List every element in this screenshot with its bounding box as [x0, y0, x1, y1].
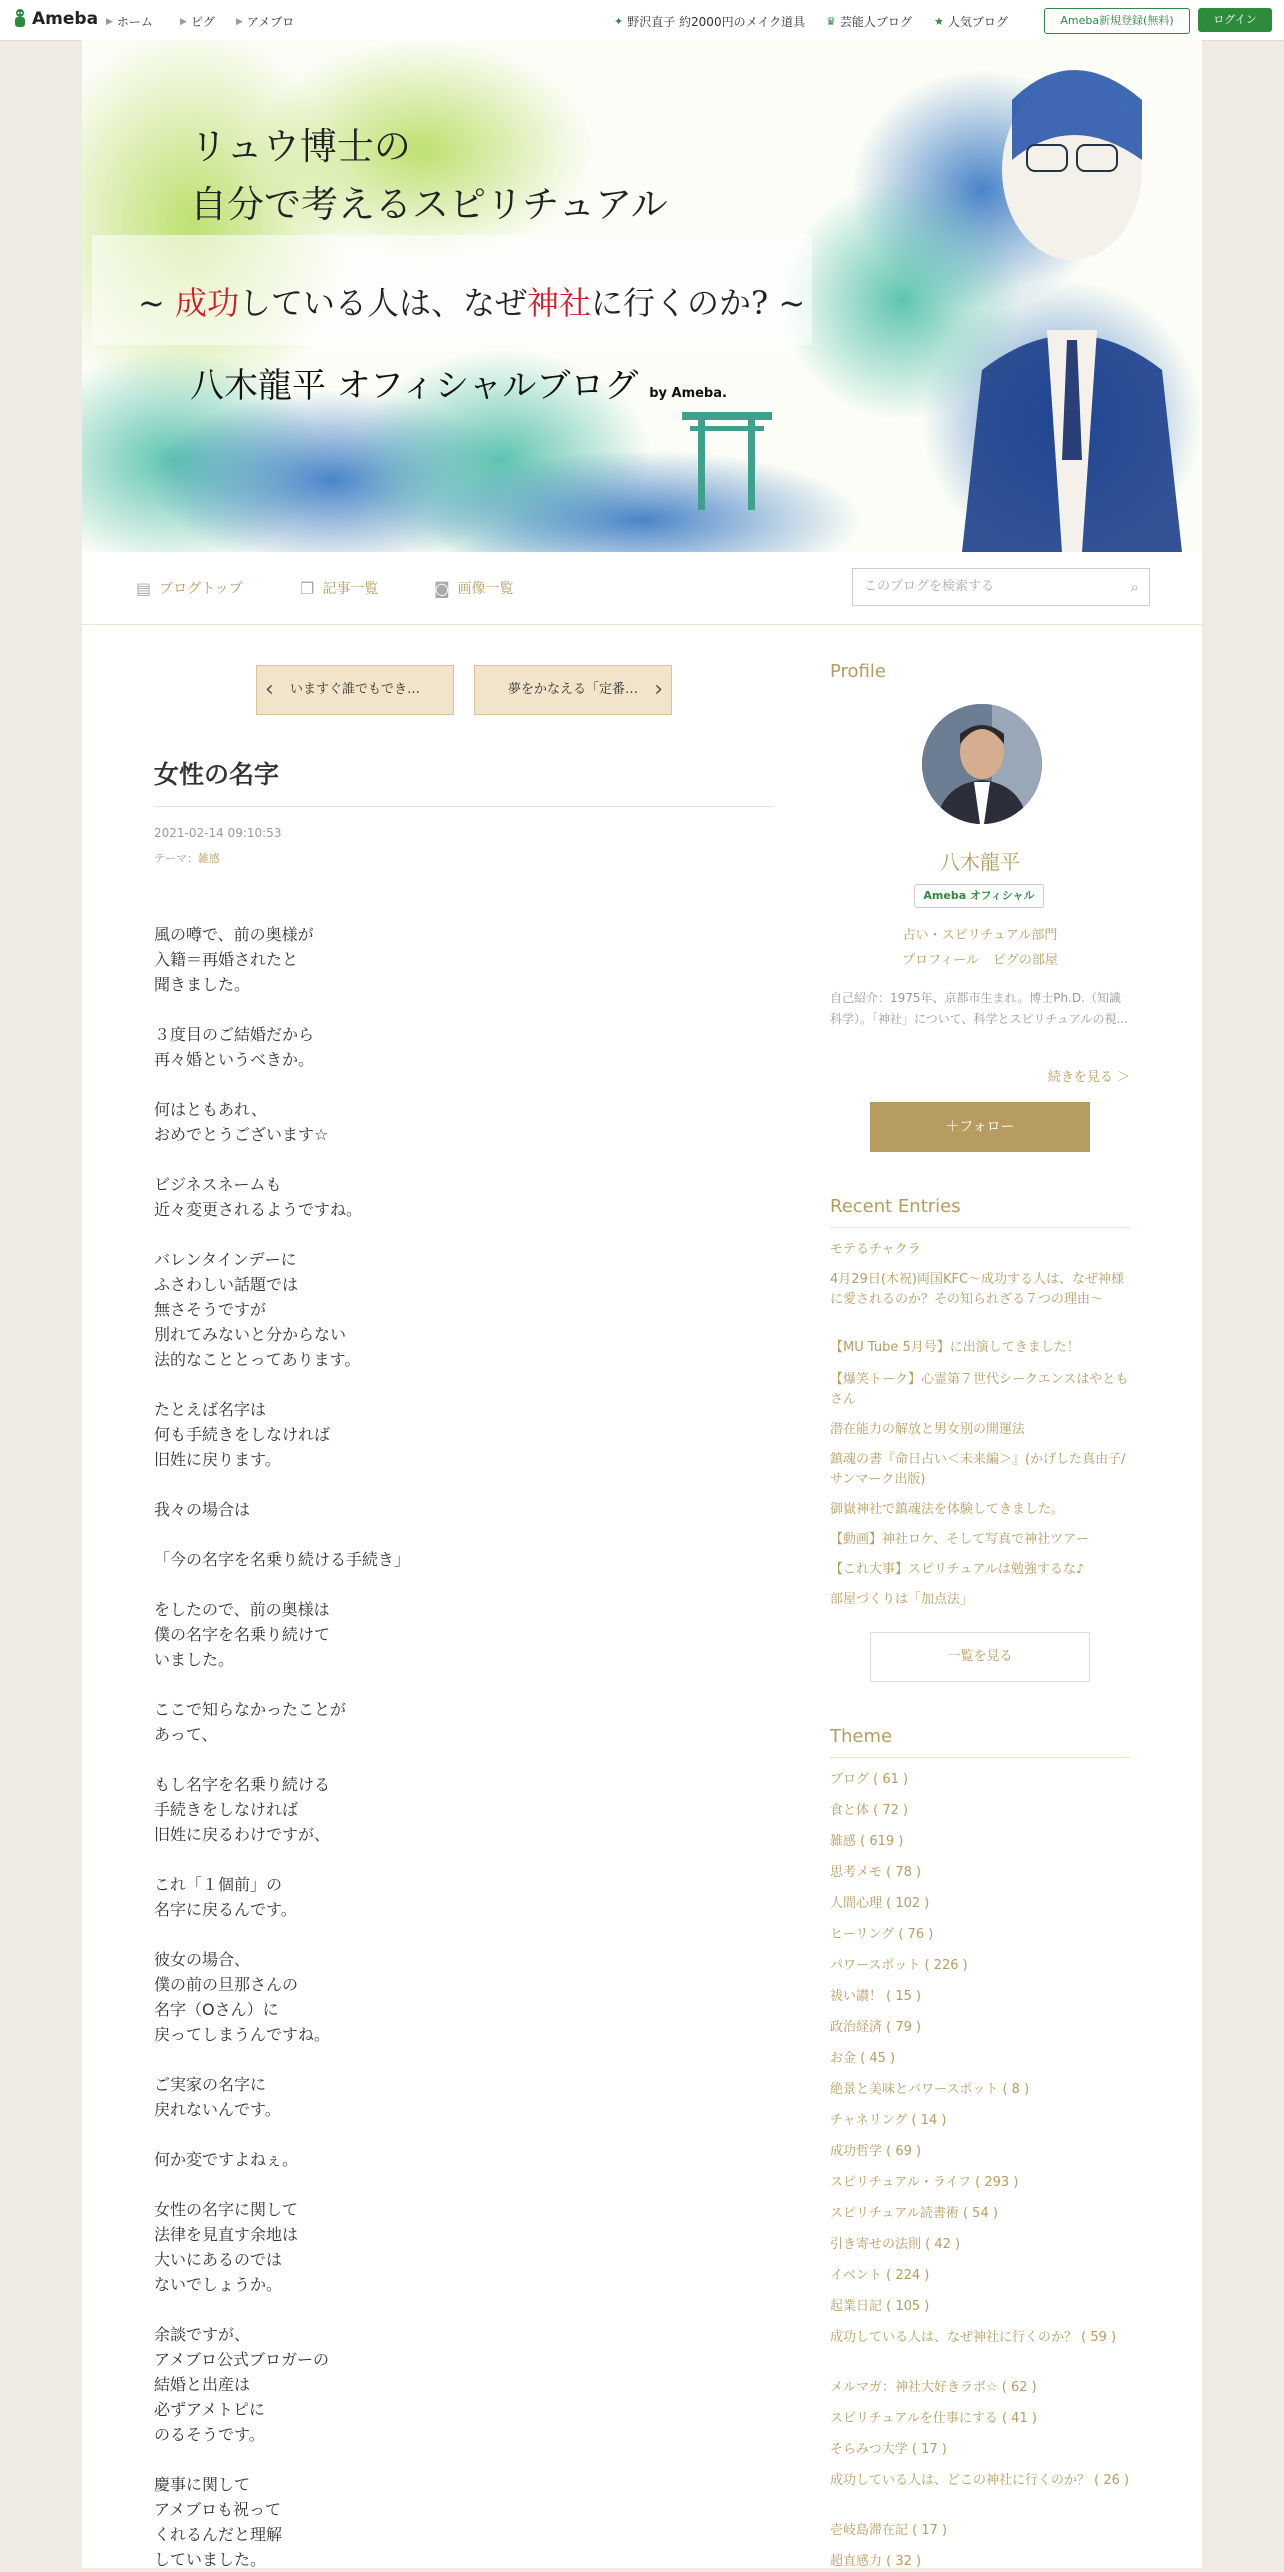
- article-line: あって、: [154, 1725, 218, 1744]
- chevron-right-icon: ▶: [236, 16, 243, 27]
- profile-link[interactable]: プロフィール: [902, 953, 979, 968]
- article-line: 戻ってしまうんですね。: [154, 2025, 331, 2044]
- theme-link[interactable]: 食と体 ( 72 ): [830, 1803, 909, 1818]
- document-icon: ▤: [136, 578, 152, 598]
- sparkle-icon: ✦: [614, 15, 624, 28]
- theme-label: テーマ：: [154, 852, 198, 865]
- theme-link[interactable]: ヒーリング ( 76 ): [830, 1927, 934, 1942]
- theme-link[interactable]: 成功哲学 ( 69 ): [830, 2144, 922, 2159]
- subtitle-mid: している人は、なぜ: [239, 284, 528, 322]
- article-line: 旧姓に戻るわけですが、: [154, 1825, 331, 1844]
- nav-blog-top[interactable]: [136, 578, 243, 598]
- profile-intro: 自己紹介：1975年、京都市生まれ。博士Ph.D.（知識科学）。「神社」について、科学とスピリチュアルの視...: [830, 991, 1128, 1026]
- profile-photo: [922, 704, 1042, 824]
- theme-divider: [830, 1757, 1130, 1758]
- theme-link[interactable]: お金 ( 45 ): [830, 2051, 896, 2066]
- paragraph-gap: [154, 2297, 754, 2322]
- recent-entry-link[interactable]: 潜在能力の解放と男女別の開運法: [830, 1422, 1026, 1437]
- theme-link[interactable]: 祓い讃！ ( 15 ): [830, 1989, 922, 2004]
- banner-title-line2: 自分で考えるスピリチュアル: [190, 183, 668, 226]
- article-line: ふさわしい話題では: [154, 1275, 299, 1294]
- article-line: 何はともあれ、: [154, 1100, 267, 1119]
- recent-entry-link[interactable]: 【動画】神社ロケ、そして写真で神社ツアー: [830, 1532, 1089, 1547]
- article-line: 入籍＝再婚されたと: [154, 950, 299, 969]
- article-line: たとえば名字は: [154, 1400, 267, 1419]
- nav-home[interactable]: [106, 13, 153, 30]
- article-line: 法的なこととってあります。: [154, 1350, 361, 1369]
- article-line: をしたので、前の奥様は: [154, 1600, 330, 1619]
- chevron-right-icon: ▶: [180, 16, 187, 27]
- profile-heading: Profile: [830, 661, 886, 682]
- article-title: 女性の名字: [154, 760, 280, 789]
- article-line: 必ずアメトピに: [154, 2400, 266, 2419]
- article-line: 戻れないんです。: [154, 2100, 281, 2119]
- paragraph-gap: [154, 1222, 754, 1247]
- next-entry-button[interactable]: [474, 665, 672, 715]
- title-divider: [154, 806, 774, 807]
- theme-link[interactable]: 絶景と美味とパワースポット ( 8 ): [830, 2082, 1030, 2097]
- article-line: 近々変更されるようですね。: [154, 1200, 363, 1219]
- article-line: 別れてみないと分からない: [154, 1325, 347, 1344]
- chevron-right-icon: ›: [654, 677, 663, 702]
- theme-link[interactable]: 超直感力 ( 32 ): [830, 2554, 922, 2569]
- article-line: ないでしょうか。: [154, 2275, 283, 2294]
- theme-link[interactable]: ブログ ( 61 ): [830, 1772, 909, 1787]
- paragraph-gap: [154, 1072, 754, 1097]
- blog-header-banner[interactable]: [82, 40, 1202, 552]
- paragraph-gap: [154, 1747, 754, 1772]
- nav-image-list-label: 画像一覧: [457, 581, 514, 597]
- theme-link[interactable]: スピリチュアル読書術 ( 54 ): [830, 2206, 998, 2221]
- ameba-logo-icon: [12, 8, 28, 30]
- article-body: [154, 922, 754, 2572]
- camera-icon: ◙: [434, 578, 450, 598]
- promo-makeup-label: 野沢直子 約2000円のメイク道具: [627, 15, 806, 29]
- paragraph-gap: [154, 2047, 754, 2072]
- ameba-logo-text: Ameba: [32, 9, 99, 29]
- recent-entry-link[interactable]: 部屋づくりは「加点法」: [830, 1592, 974, 1607]
- theme-link[interactable]: そらみつ大学 ( 17 ): [830, 2442, 947, 2457]
- chevron-left-icon: ‹: [265, 677, 274, 702]
- paragraph-gap: [154, 1847, 754, 1872]
- article-line: 名字（Oさん）に: [154, 2000, 279, 2019]
- promo-celebrity-label: 芸能人ブログ: [839, 15, 912, 29]
- blog-name-text: 八木龍平 オフィシャルブログ: [190, 366, 639, 406]
- subtitle-pre: ~: [138, 284, 175, 322]
- paragraph-gap: [154, 2172, 754, 2197]
- next-entry-label: 夢をかなえる「定番…: [507, 682, 638, 697]
- profile-more-link[interactable]: 続きを見る ＞: [1047, 1070, 1130, 1085]
- recent-entry-link[interactable]: 【爆笑トーク】心霊第７世代シークエンスはやともさん: [830, 1372, 1129, 1407]
- nav-home-label: ホーム: [116, 15, 153, 29]
- article-line: 慶事に関して: [154, 2475, 251, 2494]
- article-line: ビジネスネームも: [154, 1175, 282, 1194]
- theme-link[interactable]: 起業日記 ( 105 ): [830, 2299, 930, 2314]
- article-theme: [154, 850, 220, 866]
- profile-links: [830, 949, 1130, 968]
- search-placeholder: このブログを検索する: [864, 579, 995, 594]
- paragraph-gap: [154, 1522, 754, 1547]
- theme-link[interactable]: 雑感 ( 619 ): [830, 1834, 904, 1849]
- article-line: 僕の前の旦那さんの: [154, 1975, 299, 1994]
- avatar[interactable]: [922, 704, 1042, 824]
- article-line: 聞きました。: [154, 975, 251, 994]
- prev-entry-button[interactable]: [256, 665, 454, 715]
- recent-entry-link[interactable]: 【これ大事】スピリチュアルは勉強するな♪: [830, 1562, 1085, 1577]
- profile-category[interactable]: 占い・スピリチュアル部門: [902, 928, 1058, 943]
- recent-entry-link[interactable]: 【MU Tube 5月号】に出演してきました！: [830, 1340, 1080, 1355]
- article-line: していました。: [154, 2550, 267, 2569]
- banner-subtitle: [138, 278, 805, 324]
- article-line: 何か変ですよねぇ。: [154, 2150, 299, 2169]
- follow-button[interactable]: ＋フォロー: [870, 1102, 1090, 1152]
- theme-link[interactable]: 政治経済 ( 79 ): [830, 2020, 922, 2035]
- recent-entry-link[interactable]: 鎮魂の書『命日占い＜未来編＞』(かげした真由子/サンマーク出版): [830, 1452, 1126, 1487]
- article-line: 法律を見直す余地は: [154, 2225, 299, 2244]
- paragraph-gap: [154, 1922, 754, 1947]
- article-line: 僕の名字を名乗り続けて: [154, 1625, 331, 1644]
- article-line: 我々の場合は: [154, 1500, 251, 1519]
- article-line: もし名字を名乗り続ける: [154, 1775, 331, 1794]
- article-line: 余談ですが、: [154, 2325, 251, 2344]
- promo-celebrity-blog[interactable]: [826, 13, 912, 30]
- view-all-button[interactable]: 一覧を見る: [870, 1632, 1090, 1682]
- article-line: おめでとうございます☆: [154, 1125, 329, 1144]
- article-line: ここで知らなかったことが: [154, 1700, 347, 1719]
- nav-entry-list-label: 記事一覧: [322, 581, 379, 597]
- theme-link[interactable]: 成功している人は、なぜ神社に行くのか？ ( 59 ): [830, 2330, 1117, 2345]
- article-line: 女性の名字に関して: [154, 2200, 299, 2219]
- recent-entry-link[interactable]: モテるチャクラ: [830, 1242, 921, 1257]
- theme-link[interactable]: スピリチュアル・ライフ ( 293 ): [830, 2175, 1019, 2190]
- article-line: ご実家の名字に: [154, 2075, 267, 2094]
- crown-icon: ♛: [826, 15, 836, 28]
- official-badge: Ameba オフィシャル: [914, 884, 1044, 908]
- login-button[interactable]: ログイン: [1198, 8, 1272, 32]
- article-line: いました。: [154, 1650, 235, 1669]
- ameba-logo[interactable]: [12, 8, 98, 30]
- article-line: くれるんだと理解: [154, 2525, 283, 2544]
- paragraph-gap: [154, 1372, 754, 1397]
- article-line: 名字に戻るんです。: [154, 1900, 297, 1919]
- article-line: アメブロも祝って: [154, 2500, 282, 2519]
- prev-entry-label: いますぐ誰でもでき…: [289, 682, 420, 697]
- theme-link[interactable]: 雑感: [198, 852, 220, 865]
- paragraph-gap: [154, 1572, 754, 1597]
- article-line: 旧姓に戻ります。: [154, 1450, 281, 1469]
- article-line: これ「１個前」の: [154, 1875, 283, 1894]
- banner-blog-name: [190, 358, 727, 407]
- recent-entries-heading: Recent Entries: [830, 1196, 961, 1217]
- article-line: 無さそうですが: [154, 1300, 267, 1319]
- pig-room-link[interactable]: ピグの部屋: [992, 953, 1058, 968]
- nav-pig[interactable]: [180, 13, 215, 30]
- theme-link[interactable]: パワースポット ( 226 ): [830, 1958, 968, 1973]
- paragraph-gap: [154, 1147, 754, 1172]
- paragraph-gap: [154, 1672, 754, 1697]
- theme-link[interactable]: チャネリング ( 14 ): [830, 2113, 947, 2128]
- register-button[interactable]: Ameba新規登録(無料): [1044, 8, 1190, 34]
- article-line: バレンタインデーに: [154, 1250, 297, 1269]
- theme-link[interactable]: 思考メモ ( 78 ): [830, 1865, 922, 1880]
- nav-ameblo[interactable]: [236, 13, 294, 30]
- theme-heading: Theme: [830, 1726, 893, 1747]
- banner-title: [190, 118, 668, 234]
- nav-blog-top-label: ブログトップ: [159, 581, 243, 597]
- paragraph-gap: [154, 2447, 754, 2472]
- nav-ameblo-label: アメブロ: [246, 15, 295, 29]
- nav-pig-label: ピグ: [190, 15, 215, 29]
- banner-title-line1: リュウ博士の: [190, 125, 411, 168]
- article-line: 大いにあるのでは: [154, 2250, 283, 2269]
- theme-link[interactable]: 成功している人は、どこの神社に行くのか？ ( 26 ): [830, 2473, 1130, 2488]
- nav-entry-list[interactable]: [300, 578, 378, 598]
- subtitle-post: に行くのか? ~: [591, 284, 806, 322]
- theme-link[interactable]: イベント ( 224 ): [830, 2268, 930, 2283]
- theme-link[interactable]: スピリチュアルを仕事にする ( 41 ): [830, 2411, 1037, 2426]
- article-line: のるそうです。: [154, 2425, 265, 2444]
- article-line: 「今の名字を名乗り続ける手続き」: [154, 1550, 411, 1569]
- article-line: 彼女の場合、: [154, 1950, 251, 1969]
- theme-link[interactable]: 引き寄せの法則 ( 42 ): [830, 2237, 961, 2252]
- star-icon: ★: [934, 15, 944, 28]
- promo-popular-blog[interactable]: [934, 13, 1008, 30]
- paragraph-gap: [154, 997, 754, 1022]
- promo-popular-label: 人気ブログ: [947, 15, 1008, 29]
- recent-entry-link[interactable]: 4月29日(木祝)両国KFC〜成功する人は、なぜ神様に愛されるのか？その知られざる７つの理由〜: [830, 1272, 1125, 1307]
- article-line: 何も手続きをしなければ: [154, 1425, 331, 1444]
- global-header: [0, 0, 1284, 41]
- theme-link[interactable]: 壱岐島滞在記 ( 17 ): [830, 2523, 948, 2538]
- recent-divider: [830, 1227, 1130, 1228]
- promo-makeup[interactable]: [614, 13, 805, 30]
- copy-icon: ❐: [300, 578, 315, 598]
- paragraph-gap: [154, 2122, 754, 2147]
- blog-container: [82, 40, 1202, 2568]
- article-date: 2021-02-14 09:10:53: [154, 826, 282, 840]
- article-line: 結婚と出産は: [154, 2375, 251, 2394]
- article-line: 再々婚というべきか。: [154, 1050, 315, 1069]
- article-line: 手続きをしなければ: [154, 1800, 299, 1819]
- article-line: 風の噂で、前の奥様が: [154, 925, 314, 944]
- search-icon[interactable]: ⌕: [1130, 578, 1139, 596]
- article-line: ３度目のご結婚だから: [154, 1025, 315, 1044]
- recent-entry-link[interactable]: 御嶽神社で鎮魂法を体験してきました。: [830, 1502, 1065, 1517]
- subtitle-red-2: 神社: [527, 284, 592, 322]
- nav-image-list[interactable]: [434, 578, 514, 598]
- subtitle-red-1: 成功: [174, 284, 239, 322]
- by-ameba-text: by Ameba.: [649, 386, 727, 401]
- paragraph-gap: [154, 1472, 754, 1497]
- article-line: アメブロ公式ブロガーの: [154, 2350, 330, 2369]
- chevron-right-icon: ▶: [106, 16, 113, 27]
- theme-link[interactable]: メルマガ：神社大好きラボ☆ ( 62 ): [830, 2380, 1037, 2395]
- blog-search-input[interactable]: [852, 568, 1150, 606]
- profile-name[interactable]: 八木龍平: [940, 850, 1020, 874]
- theme-link[interactable]: 人間心理 ( 102 ): [830, 1896, 930, 1911]
